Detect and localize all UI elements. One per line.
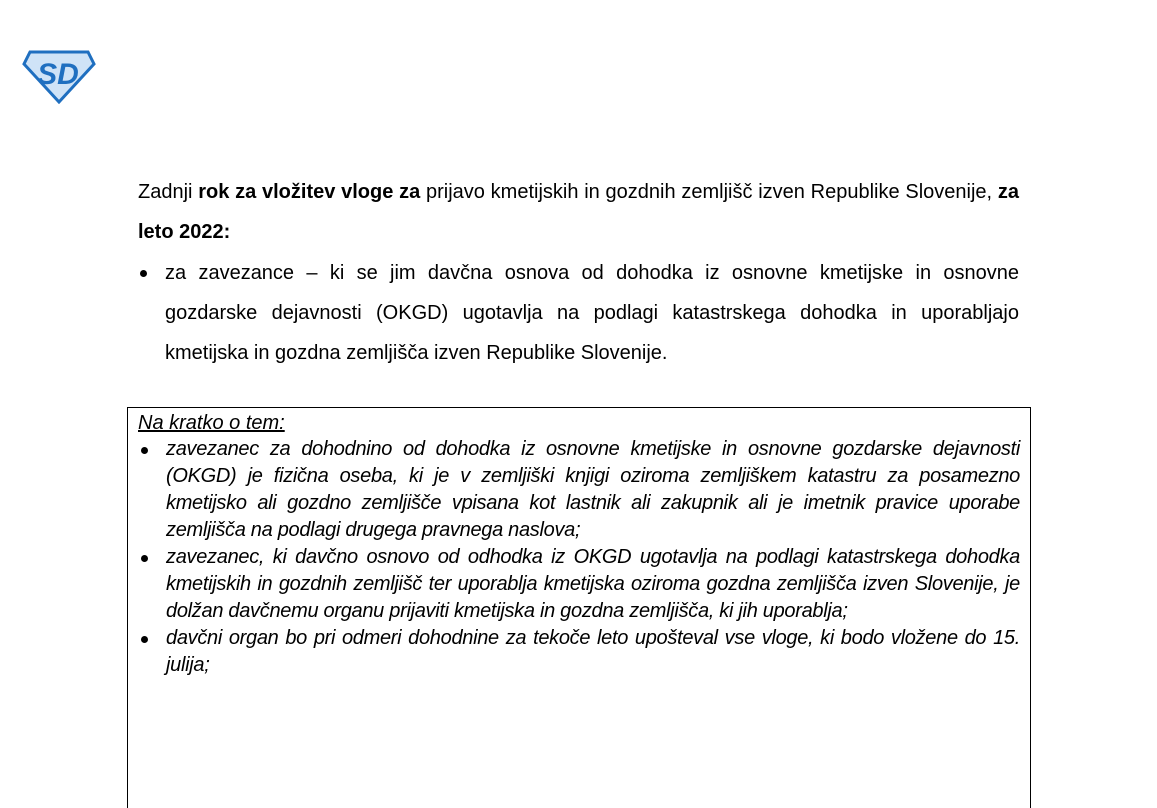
list-item: davčni organ bo pri odmeri dohodnine za tekoče leto upošteval vse vloge, ki bodo vložene do 15. julija; [138,625,1020,679]
text: prijavo kmetijskih in gozdnih zemljišč izven Republike Slovenije, [420,181,998,203]
year-text: za leto 2022: [138,181,1019,243]
bold-text: rok za vložitev vloge za [198,181,421,203]
list-item: zavezanec za dohodnino od dohodka iz osnovne kmetijske in osnovne gozdarske dejavnosti (OKGD) je fizična oseba, ki je v zemljiški knjigi oziroma zemljiškem katastru za posamezno kmetijsko ali gozdno zemljišče vpisana kot lastnik ali zakupnik ali je imetnik pravice uporabe zemljišča na podlagi drugega pravnega naslova; [138,436,1020,544]
list-item: zavezanec, ki davčno osnovo od odhodka iz OKGD ugotavlja na podlagi katastrskega dohodka kmetijskih in gozdnih zemljišč ter uporablja kmetijska oziroma gozdna zemljišča izven Slovenije, je dolžan davčnemu organu prijaviti kmetijska in gozdna zemljišča, ki jih uporablja; [138,544,1020,625]
svg-text:SD: SD [37,58,79,91]
intro-bullet-list [138,253,1019,373]
list-item: za zavezance – ki se jim davčna osnova od dohodka iz osnovne kmetijske in osnovne gozdarske dejavnosti (OKGD) ugotavlja na podlagi katastrskega dohodka in uporabljajo kmetijska in gozdna zemljišča izven Republike Slovenije. [138,253,1019,373]
text: Zadnji [138,181,199,203]
summary-bullet-list [138,436,1020,679]
deadline-paragraph [138,172,1019,252]
summary-box [127,407,1031,808]
logo [22,48,96,104]
box-title: Na kratko o tem: [138,412,285,434]
